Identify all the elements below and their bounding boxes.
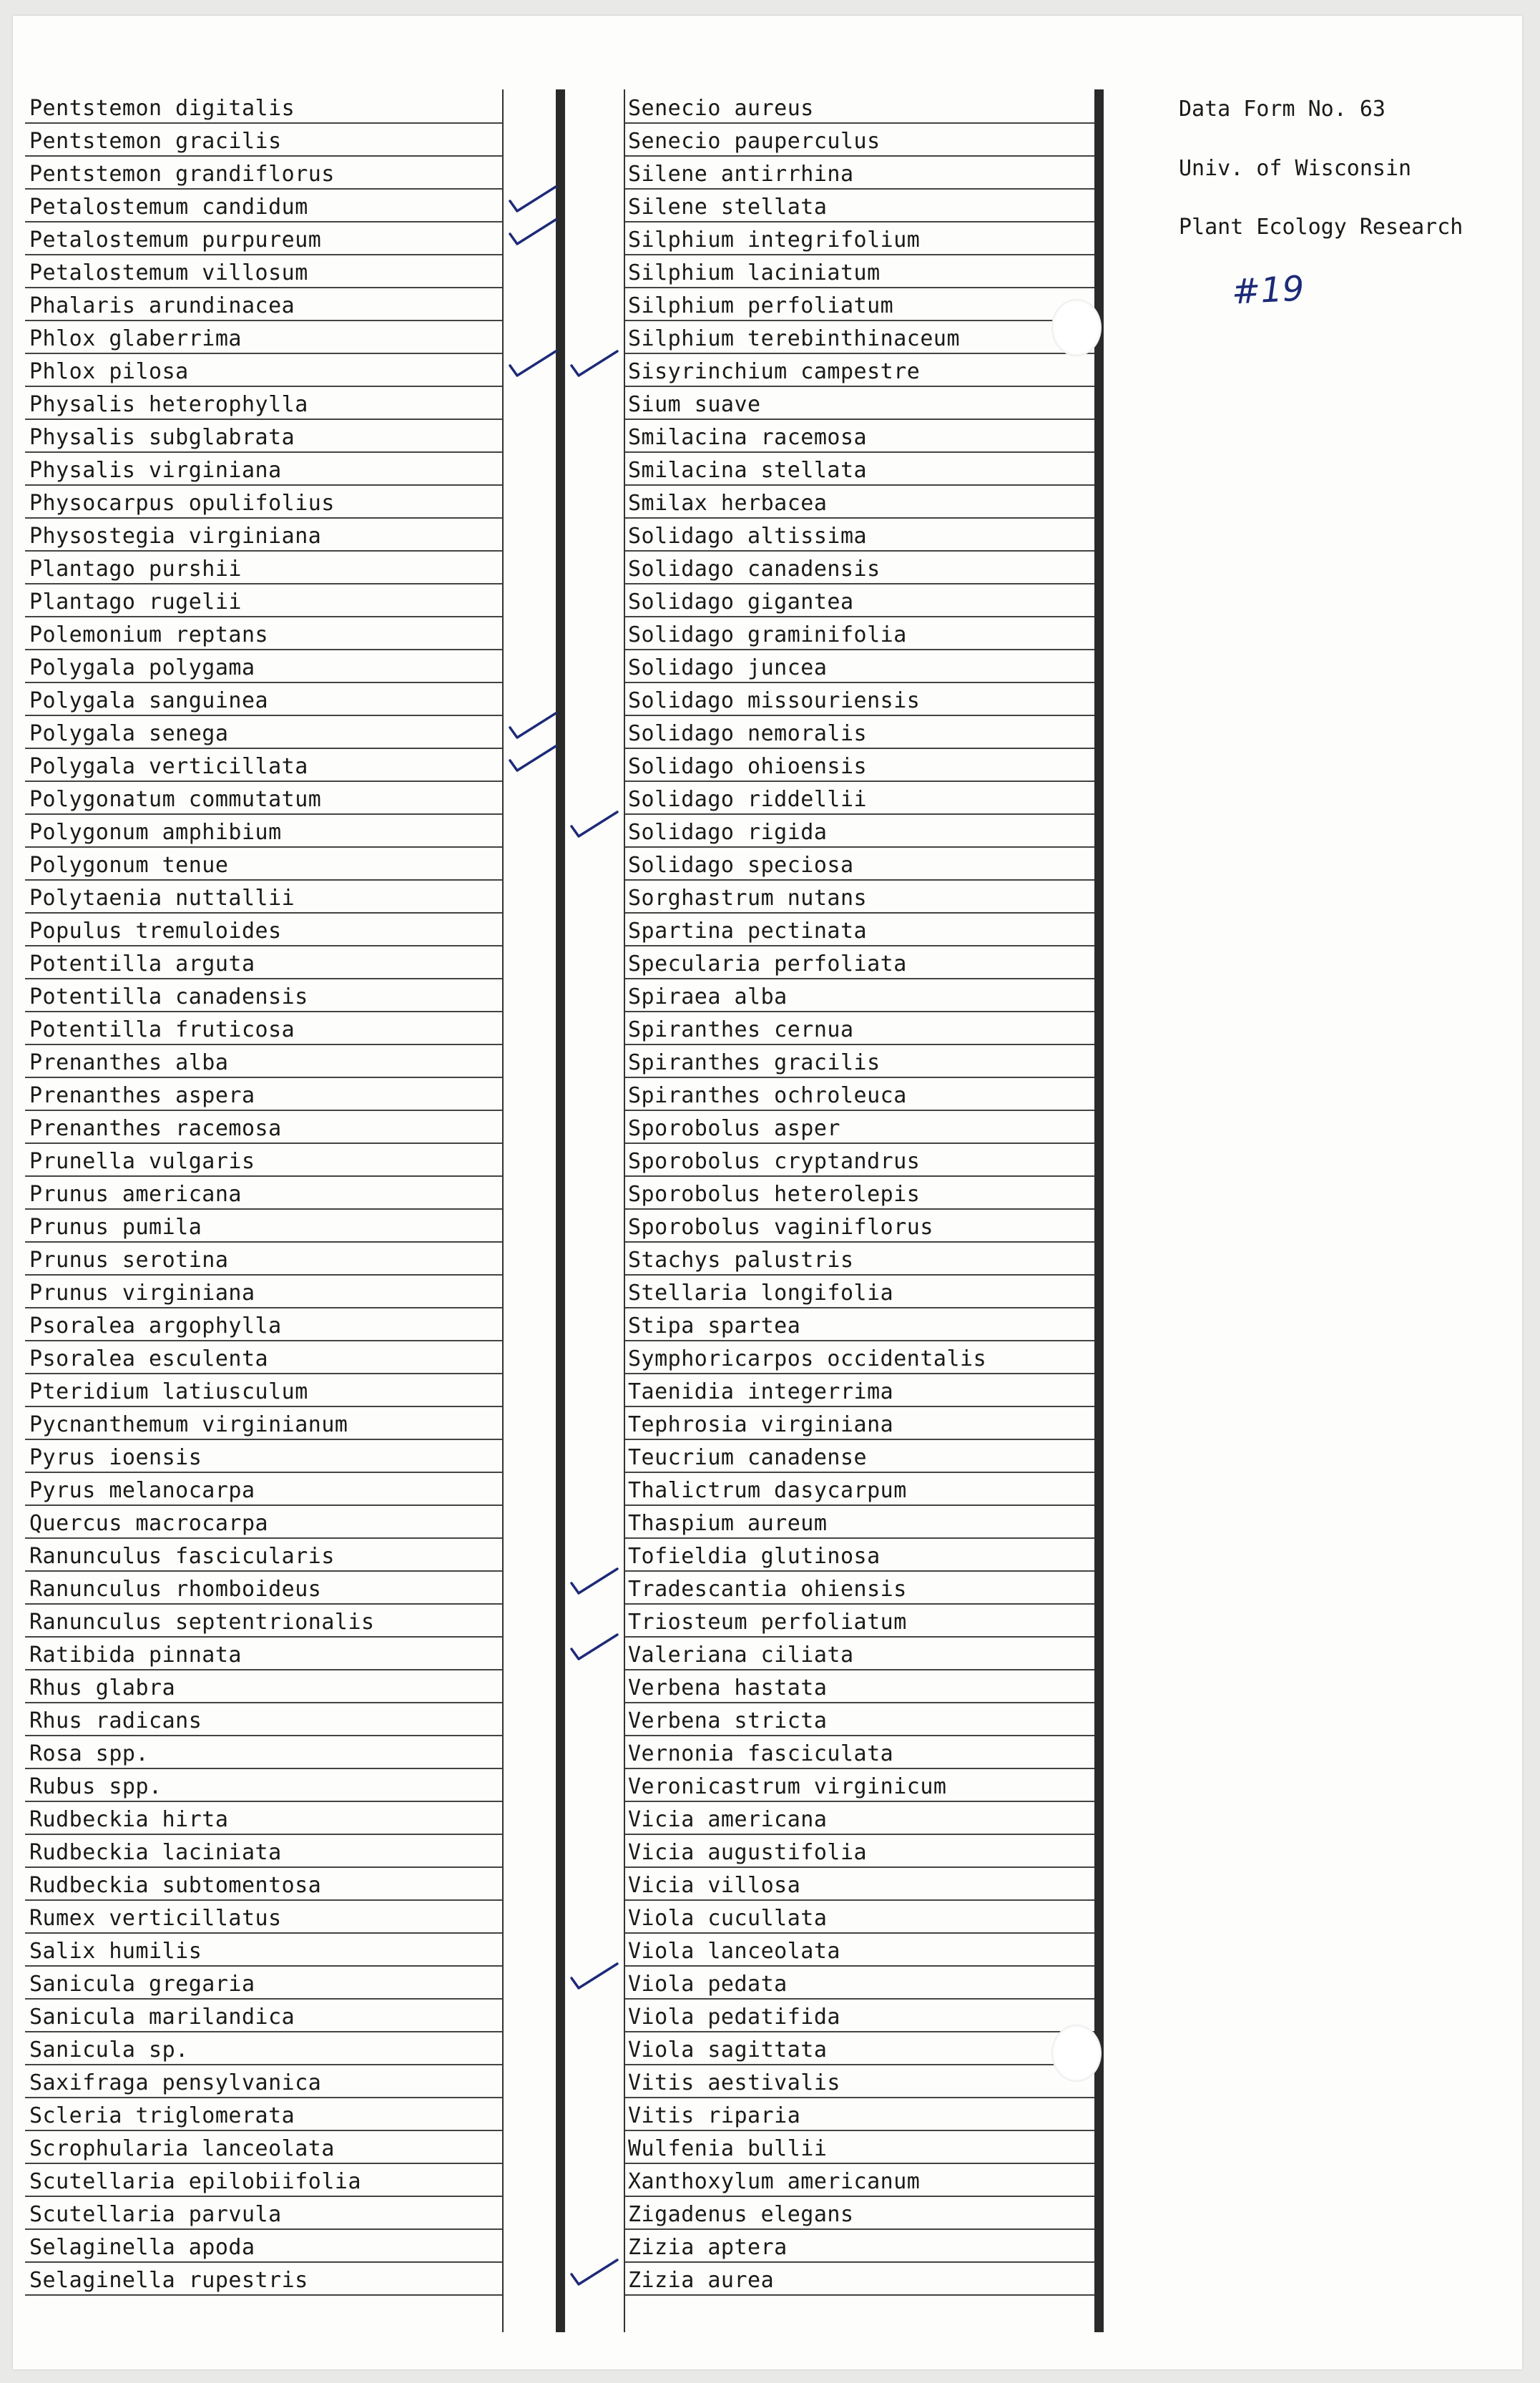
species-name: Smilax herbacea <box>628 491 828 516</box>
species-name: Silene antirrhina <box>628 162 854 187</box>
species-name: Pteridium latiusculum <box>29 1379 308 1404</box>
checklist-row <box>624 1636 1098 1670</box>
species-name: Stellaria longifolia <box>628 1281 894 1306</box>
species-name: Sium suave <box>628 392 761 417</box>
species-name: Populus tremuloides <box>29 919 282 944</box>
checklist-row <box>25 912 502 946</box>
species-name: Prunella vulgaris <box>29 1149 255 1174</box>
species-name: Silphium integrifolium <box>628 227 921 253</box>
species-name: Viola cucullata <box>628 1906 828 1931</box>
checklist-row <box>624 1603 1098 1638</box>
species-name: Ranunculus fascicularis <box>29 1544 335 1569</box>
species-name: Plantago purshii <box>29 557 242 582</box>
species-name: Physalis subglabrata <box>29 425 295 450</box>
punch-hole-bottom <box>1051 2025 1102 2082</box>
species-name: Phlox glaberrima <box>29 326 242 351</box>
checklist-row <box>624 484 1098 519</box>
checklist-row <box>25 649 502 683</box>
species-name: Phlox pilosa <box>29 359 189 384</box>
checklist-row <box>25 2097 502 2131</box>
species-name: Sanicula marilandica <box>29 2005 295 2030</box>
checklist-row <box>25 1702 502 1736</box>
check-mark-icon <box>507 182 559 215</box>
species-name: Solidago ohioensis <box>628 754 868 779</box>
species-name: Polytaenia nuttallii <box>29 886 295 911</box>
checklist-row <box>624 583 1098 617</box>
species-name: Physalis heterophylla <box>29 392 308 417</box>
checklist-row <box>624 1702 1098 1736</box>
checklist-row <box>624 978 1098 1012</box>
species-name: Vicia augustifolia <box>628 1840 868 1865</box>
check-mark-icon <box>507 742 559 775</box>
checklist-row <box>624 2130 1098 2164</box>
checklist-row <box>25 1504 502 1539</box>
checklist-row <box>25 2064 502 2098</box>
species-name: Wulfenia bullii <box>628 2136 828 2161</box>
checklist-row <box>25 945 502 979</box>
species-name: Senecio aureus <box>628 96 814 121</box>
species-name: Rosa spp. <box>29 1741 149 1766</box>
checklist-row <box>25 1866 502 1901</box>
checklist-row <box>624 1406 1098 1440</box>
species-name: Rudbeckia hirta <box>29 1807 229 1832</box>
species-name: Silphium perfoliatum <box>628 293 894 318</box>
species-name: Solidago juncea <box>628 655 828 680</box>
check-mark-icon <box>569 808 620 841</box>
checklist-row <box>624 781 1098 815</box>
checklist-row <box>624 1801 1098 1835</box>
checklist-row <box>624 879 1098 914</box>
species-name: Verbena hastata <box>628 1675 828 1701</box>
institution: Univ. of Wisconsin <box>1179 156 1412 181</box>
checklist-row <box>25 550 502 584</box>
checklist-row <box>624 1241 1098 1276</box>
species-name: Taenidia integerrima <box>628 1379 894 1404</box>
species-name: Physalis virginiana <box>29 458 282 483</box>
check-mark-icon <box>569 2256 620 2289</box>
checklist-row <box>624 353 1098 387</box>
form-number: Data Form No. 63 <box>1179 97 1385 122</box>
check-mark-icon <box>569 1565 620 1597</box>
checklist-row <box>624 1669 1098 1703</box>
species-name: Thaspium aureum <box>628 1511 828 1536</box>
check-mark-icon <box>569 1959 620 1992</box>
checklist-row <box>25 2130 502 2164</box>
checklist-row <box>624 1504 1098 1539</box>
check-mark-icon <box>507 709 559 742</box>
checklist-row <box>25 682 502 716</box>
species-name: Spiranthes gracilis <box>628 1050 881 1075</box>
species-name: Vicia americana <box>628 1807 828 1832</box>
checklist-row <box>624 122 1098 157</box>
species-name: Physocarpus opulifolius <box>29 491 335 516</box>
species-name: Psoralea argophylla <box>29 1313 282 1339</box>
checklist-row <box>624 945 1098 979</box>
species-name: Zigadenus elegans <box>628 2202 854 2227</box>
species-name: Solidago rigida <box>628 820 828 845</box>
checklist-row <box>25 1768 502 1802</box>
checklist-row <box>624 1932 1098 1967</box>
checklist-row <box>624 1866 1098 1901</box>
checklist-row <box>25 1932 502 1967</box>
checklist-row <box>624 287 1098 321</box>
checklist-row <box>624 2064 1098 2098</box>
checklist-row <box>25 1439 502 1473</box>
species-name: Solidago canadensis <box>628 557 881 582</box>
species-checklist <box>25 89 1098 2332</box>
species-name: Prunus pumila <box>29 1215 202 1240</box>
species-name: Prunus serotina <box>29 1248 229 1273</box>
checklist-row <box>624 1373 1098 1407</box>
species-name: Veronicastrum virginicum <box>628 1774 947 1799</box>
species-name: Specularia perfoliata <box>628 951 907 977</box>
checklist-row <box>624 1965 1098 2000</box>
checklist-row <box>25 781 502 815</box>
checklist-row <box>624 89 1098 124</box>
checklist-row <box>624 320 1098 354</box>
species-name: Vicia villosa <box>628 1873 801 1898</box>
checklist-row <box>25 1142 502 1177</box>
checklist-row <box>25 1570 502 1605</box>
checklist-row <box>624 155 1098 190</box>
checklist-row <box>25 2196 502 2230</box>
species-name: Teucrium canadense <box>628 1445 868 1470</box>
checklist-row <box>624 1472 1098 1506</box>
species-name: Scutellaria epilobiifolia <box>29 2169 362 2194</box>
species-name: Vitis aestivalis <box>628 2070 840 2095</box>
checklist-row <box>25 1241 502 1276</box>
checklist-row <box>624 2031 1098 2065</box>
species-name: Sanicula sp. <box>29 2037 189 2063</box>
checklist-row <box>624 1011 1098 1045</box>
checklist-row <box>624 1768 1098 1802</box>
species-name: Silene stellata <box>628 195 828 220</box>
checklist-row <box>25 1834 502 1868</box>
species-name: Vernonia fasciculata <box>628 1741 894 1766</box>
checklist-row <box>25 1735 502 1769</box>
checklist-row <box>624 1142 1098 1177</box>
species-name: Smilacina racemosa <box>628 425 868 450</box>
species-name: Polygala sanguinea <box>29 688 269 713</box>
checklist-row <box>624 2196 1098 2230</box>
check-mark-icon <box>507 215 559 248</box>
species-name: Psoralea esculenta <box>29 1346 269 1371</box>
checklist-row <box>624 649 1098 683</box>
punch-hole-top <box>1051 299 1102 356</box>
species-name: Spartina pectinata <box>628 919 868 944</box>
species-name: Polygonatum commutatum <box>29 787 322 812</box>
department: Plant Ecology Research <box>1179 215 1463 240</box>
checklist-row <box>25 89 502 124</box>
checklist-row <box>25 748 502 782</box>
species-name: Phalaris arundinacea <box>29 293 295 318</box>
species-name: Polygonum amphibium <box>29 820 282 845</box>
species-name: Petalostemum candidum <box>29 195 308 220</box>
check-mark-icon <box>569 347 620 380</box>
species-name: Polygala polygama <box>29 655 255 680</box>
species-name: Rhus glabra <box>29 1675 176 1701</box>
checklist-row <box>25 1472 502 1506</box>
checklist-row <box>624 1834 1098 1868</box>
checklist-row <box>25 386 502 420</box>
species-name: Symphoricarpos occidentalis <box>628 1346 987 1371</box>
species-name: Sorghastrum nutans <box>628 886 868 911</box>
species-name: Sporobolus vaginiflorus <box>628 1215 933 1240</box>
checklist-row <box>25 1603 502 1638</box>
checklist-row <box>25 583 502 617</box>
checklist-row <box>624 221 1098 255</box>
species-name: Zizia aurea <box>628 2268 775 2293</box>
species-name: Potentilla canadensis <box>29 984 308 1009</box>
species-name: Thalictrum dasycarpum <box>628 1478 907 1503</box>
species-name: Solidago riddellii <box>628 787 868 812</box>
species-name: Prunus virginiana <box>29 1281 255 1306</box>
checklist-row <box>25 1537 502 1572</box>
species-name: Polygala senega <box>29 721 229 746</box>
checklist-row <box>25 451 502 486</box>
species-name: Scleria triglomerata <box>29 2103 295 2128</box>
check-mark-icon <box>507 347 559 380</box>
species-name: Spiraea alba <box>628 984 788 1009</box>
species-name: Zizia aptera <box>628 2235 788 2260</box>
checklist-row <box>25 715 502 749</box>
species-name: Silphium terebinthinaceum <box>628 326 961 351</box>
checklist-row <box>25 879 502 914</box>
checklist-row <box>25 1965 502 2000</box>
species-name: Petalostemum purpureum <box>29 227 322 253</box>
species-name: Rhus radicans <box>29 1708 202 1733</box>
species-name: Selaginella rupestris <box>29 2268 308 2293</box>
species-name: Pyrus melanocarpa <box>29 1478 255 1503</box>
species-name: Spiranthes ochroleuca <box>628 1083 907 1108</box>
species-name: Sporobolus asper <box>628 1116 840 1141</box>
checklist-row <box>25 1998 502 2032</box>
checklist-row <box>25 2261 502 2296</box>
species-name: Solidago graminifolia <box>628 622 907 647</box>
checklist-row <box>25 1406 502 1440</box>
checklist-row <box>624 2163 1098 2197</box>
species-name: Quercus macrocarpa <box>29 1511 269 1536</box>
species-name: Sporobolus cryptandrus <box>628 1149 921 1174</box>
species-name: Stachys palustris <box>628 1248 854 1273</box>
checklist-row <box>624 748 1098 782</box>
species-name: Polygonum tenue <box>29 853 229 878</box>
checklist-row <box>25 419 502 453</box>
checklist-row <box>25 616 502 650</box>
checklist-row <box>25 1274 502 1308</box>
checklist-row <box>624 813 1098 848</box>
species-name: Ratibida pinnata <box>29 1643 242 1668</box>
species-name: Plantago rugelii <box>29 589 242 615</box>
species-name: Potentilla arguta <box>29 951 255 977</box>
species-name: Viola lanceolata <box>628 1939 840 1964</box>
checklist-row <box>624 2228 1098 2263</box>
checklist-row <box>624 1340 1098 1374</box>
checklist-row <box>624 1537 1098 1572</box>
checklist-row <box>25 2228 502 2263</box>
column-rule <box>624 89 625 2332</box>
species-name: Pentstemon grandiflorus <box>29 162 335 187</box>
checklist-row <box>624 1077 1098 1111</box>
checklist-row <box>25 813 502 848</box>
checklist-row <box>25 122 502 157</box>
species-name: Xanthoxylum americanum <box>628 2169 921 2194</box>
checklist-row <box>624 1208 1098 1243</box>
species-name: Silphium laciniatum <box>628 260 881 285</box>
species-name: Viola pedata <box>628 1972 788 1997</box>
checklist-row <box>25 221 502 255</box>
checklist-row <box>25 1175 502 1210</box>
checklist-row <box>624 419 1098 453</box>
checklist-row <box>25 1110 502 1144</box>
checklist-row <box>25 1340 502 1374</box>
species-name: Rumex verticillatus <box>29 1906 282 1931</box>
species-name: Vitis riparia <box>628 2103 801 2128</box>
species-name: Stipa spartea <box>628 1313 801 1339</box>
checklist-row <box>624 1274 1098 1308</box>
column-rule <box>1094 89 1104 2332</box>
checklist-row <box>25 1077 502 1111</box>
species-name: Prenanthes racemosa <box>29 1116 282 1141</box>
species-name: Scrophularia lanceolata <box>29 2136 335 2161</box>
checklist-row <box>25 484 502 519</box>
checklist-row <box>624 1998 1098 2032</box>
species-name: Solidago gigantea <box>628 589 854 615</box>
species-name: Solidago speciosa <box>628 853 854 878</box>
species-name: Petalostemum villosum <box>29 260 308 285</box>
species-name: Tofieldia glutinosa <box>628 1544 881 1569</box>
species-name: Saxifraga pensylvanica <box>29 2070 322 2095</box>
checklist-row <box>624 2261 1098 2296</box>
checklist-row <box>25 978 502 1012</box>
checklist-row <box>25 155 502 190</box>
checklist-row <box>624 1307 1098 1341</box>
species-name: Spiranthes cernua <box>628 1017 854 1042</box>
checklist-row <box>25 846 502 881</box>
checklist-row <box>25 287 502 321</box>
species-name: Prenanthes alba <box>29 1050 229 1075</box>
species-name: Rudbeckia laciniata <box>29 1840 282 1865</box>
species-name: Rudbeckia subtomentosa <box>29 1873 322 1898</box>
checklist-row <box>624 386 1098 420</box>
checklist-row <box>25 2163 502 2197</box>
species-name: Prenanthes aspera <box>29 1083 255 1108</box>
checklist-row <box>25 254 502 288</box>
species-name: Pentstemon gracilis <box>29 129 282 154</box>
handwritten-form-number: #19 <box>1230 268 1305 313</box>
checklist-row <box>25 1011 502 1045</box>
species-name: Pyrus ioensis <box>29 1445 202 1470</box>
checklist-row <box>25 320 502 354</box>
species-name: Prunus americana <box>29 1182 242 1207</box>
checklist-row <box>624 188 1098 222</box>
checklist-row <box>25 1044 502 1078</box>
species-name: Tephrosia virginiana <box>628 1412 894 1437</box>
check-mark-icon <box>569 1630 620 1663</box>
species-name: Ranunculus rhomboideus <box>29 1577 322 1602</box>
checklist-row <box>624 2097 1098 2131</box>
checklist-row <box>25 517 502 552</box>
checklist-row <box>25 188 502 222</box>
species-name: Valeriana ciliata <box>628 1643 854 1668</box>
species-name: Pycnanthemum virginianum <box>29 1412 348 1437</box>
column-rule <box>502 89 504 2332</box>
species-name: Physostegia virginiana <box>29 524 322 549</box>
checklist-row <box>624 1110 1098 1144</box>
species-name: Viola pedatifida <box>628 2005 840 2030</box>
species-name: Salix humilis <box>29 1939 202 1964</box>
checklist-row <box>624 846 1098 881</box>
column-rule <box>556 89 565 2332</box>
checklist-row <box>25 1669 502 1703</box>
species-name: Polygala verticillata <box>29 754 308 779</box>
checklist-row <box>624 517 1098 552</box>
species-name: Sporobolus heterolepis <box>628 1182 921 1207</box>
species-name: Pentstemon digitalis <box>29 96 295 121</box>
species-name: Selaginella apoda <box>29 2235 255 2260</box>
checklist-row <box>25 1801 502 1835</box>
species-name: Solidago nemoralis <box>628 721 868 746</box>
species-name: Verbena stricta <box>628 1708 828 1733</box>
species-name: Senecio pauperculus <box>628 129 881 154</box>
species-name: Tradescantia ohiensis <box>628 1577 907 1602</box>
checklist-row <box>624 682 1098 716</box>
checklist-row <box>624 1175 1098 1210</box>
checklist-row <box>624 254 1098 288</box>
checklist-row <box>624 451 1098 486</box>
species-name: Scutellaria parvula <box>29 2202 282 2227</box>
checklist-row <box>624 1899 1098 1934</box>
species-name: Triosteum perfoliatum <box>628 1610 907 1635</box>
species-name: Smilacina stellata <box>628 458 868 483</box>
checklist-row <box>25 1208 502 1243</box>
species-name: Potentilla fruticosa <box>29 1017 295 1042</box>
species-name: Polemonium reptans <box>29 622 269 647</box>
species-name: Ranunculus septentrionalis <box>29 1610 375 1635</box>
species-name: Solidago altissima <box>628 524 868 549</box>
species-name: Sisyrinchium campestre <box>628 359 921 384</box>
checklist-row <box>25 2031 502 2065</box>
species-name: Sanicula gregaria <box>29 1972 255 1997</box>
species-name: Viola sagittata <box>628 2037 828 2063</box>
checklist-row <box>624 1044 1098 1078</box>
checklist-row <box>624 715 1098 749</box>
checklist-row <box>624 1570 1098 1605</box>
checklist-row <box>624 1439 1098 1473</box>
checklist-row <box>25 1373 502 1407</box>
species-name: Solidago missouriensis <box>628 688 921 713</box>
checklist-row <box>624 616 1098 650</box>
checklist-row <box>624 912 1098 946</box>
checklist-row <box>25 1899 502 1934</box>
checklist-row <box>25 1636 502 1670</box>
checklist-row <box>624 550 1098 584</box>
checklist-row <box>25 1307 502 1341</box>
checklist-row <box>25 353 502 387</box>
checklist-row <box>624 1735 1098 1769</box>
species-name: Rubus spp. <box>29 1774 162 1799</box>
